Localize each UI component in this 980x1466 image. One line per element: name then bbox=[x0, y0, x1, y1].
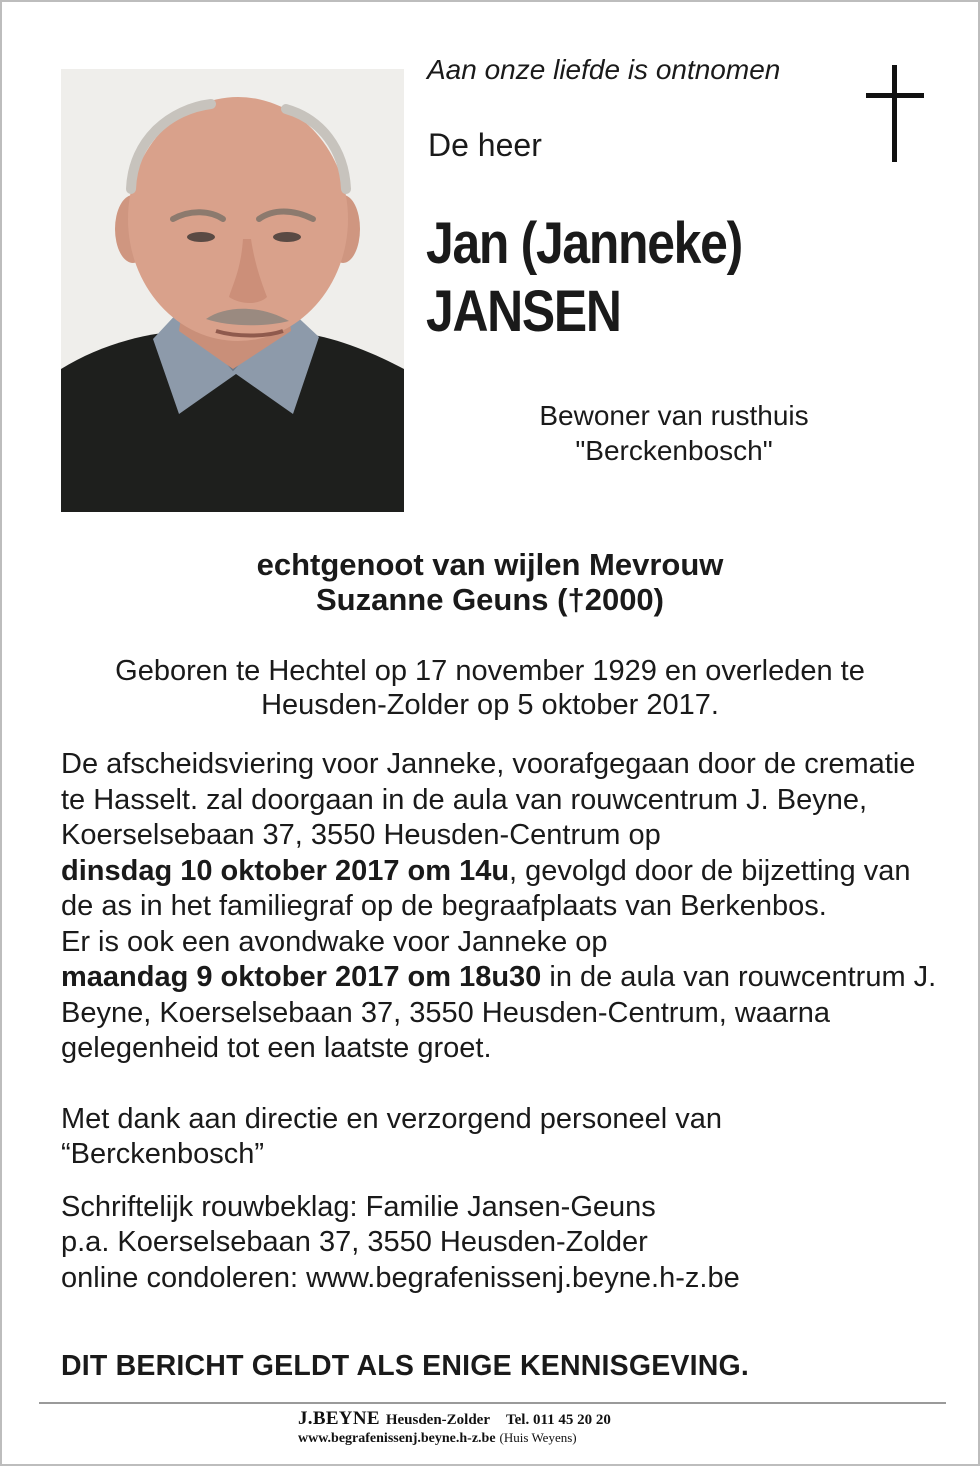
wake-intro: Er is ook een avondwake voor Janneke op bbox=[61, 925, 608, 958]
funeral-home-house: (Huis Weyens) bbox=[499, 1430, 577, 1445]
notice-banner: DIT BERICHT GELDT ALS ENIGE KENNISGEVING. bbox=[61, 1350, 750, 1382]
spouse-info bbox=[2, 547, 978, 617]
footer-line2 bbox=[298, 1429, 611, 1447]
salutation: De heer bbox=[428, 127, 542, 163]
wake-rest: in de aula van rouwcentrum J. Beyne, Koerselsebaan 37, 3550 Heusden-Centrum, waarna gelegenheid tot een laatste groet. bbox=[61, 961, 937, 1064]
thanks-line1: Met dank aan directie en verzorgend personeel van bbox=[61, 1102, 722, 1135]
contact-line1: Schriftelijk rouwbeklag: Familie Jansen-Geuns bbox=[61, 1190, 656, 1223]
funeral-home-url[interactable]: www.begrafenissenj.beyne.h-z.be bbox=[298, 1431, 496, 1446]
name-first: Jan (Janneke) bbox=[426, 211, 742, 276]
funeral-home-place: Heusden-Zolder bbox=[385, 1412, 490, 1428]
ceremony-details bbox=[61, 747, 941, 1296]
spouse-line1: echtgenoot van wijlen Mevrouw bbox=[256, 547, 724, 582]
ceremony-rest: , gevolgd door de bijzetting van de as in het familiegraf op de begraafplaats van Berkenbos. bbox=[61, 854, 911, 922]
ceremony-paragraph bbox=[61, 747, 941, 925]
contact-line3: online condoleren: www.begrafenissenj.beyne.h-z.be bbox=[61, 1261, 740, 1294]
cross-icon bbox=[866, 65, 924, 162]
ceremony-date: dinsdag 10 oktober 2017 om 14u bbox=[61, 854, 510, 887]
residence-line2: "Berckenbosch" bbox=[575, 435, 773, 466]
funeral-home-footer bbox=[298, 1410, 611, 1447]
contact-paragraph bbox=[61, 1190, 941, 1297]
wake-paragraph bbox=[61, 925, 941, 1067]
thanks-line2: “Berckenbosch” bbox=[61, 1138, 265, 1170]
thanks-paragraph bbox=[61, 1102, 941, 1173]
deceased-name bbox=[426, 210, 742, 346]
portrait-illustration bbox=[61, 69, 404, 512]
funeral-home-phone: Tel. 011 45 20 20 bbox=[506, 1412, 611, 1428]
birth-death-info bbox=[2, 654, 978, 722]
residence bbox=[484, 398, 864, 468]
birth-line1: Geboren te Hechtel op 17 november 1929 en overleden te bbox=[115, 655, 865, 687]
portrait-photo bbox=[61, 69, 404, 512]
funeral-home-logo: J.BEYNE bbox=[298, 1408, 380, 1429]
contact-line2: p.a. Koerselsebaan 37, 3550 Heusden-Zolder bbox=[61, 1226, 648, 1258]
spouse-line2: Suzanne Geuns (†2000) bbox=[315, 582, 664, 617]
name-last: JANSEN bbox=[426, 279, 621, 344]
footer-line1 bbox=[298, 1410, 611, 1429]
birth-line2: Heusden-Zolder op 5 oktober 2017. bbox=[261, 689, 719, 721]
ceremony-intro: De afscheidsviering voor Janneke, voorafgegaan door de crematie te Hasselt. zal doorgaan in de aula van rouwcentrum J. Beyne, Koerselsebaan 37, 3550 Heusden-Centrum op bbox=[61, 748, 916, 851]
wake-date: maandag 9 oktober 2017 om 18u30 bbox=[61, 961, 542, 993]
residence-line1: Bewoner van rusthuis bbox=[539, 400, 809, 431]
footer-divider bbox=[39, 1402, 946, 1404]
intro-text: Aan onze liefde is ontnomen bbox=[427, 54, 781, 85]
